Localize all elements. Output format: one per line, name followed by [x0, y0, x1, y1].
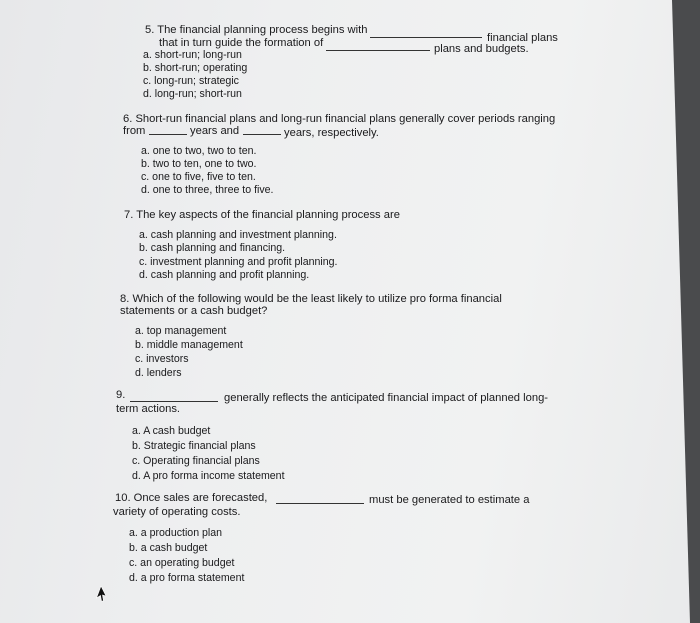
q5-stem-line2-tail: plans and budgets.	[434, 43, 529, 55]
q9-stem-line1-tail: generally reflects the anticipated financial impact of planned long-	[224, 392, 549, 404]
q5-option-d: d. long-run; short-run	[143, 88, 242, 100]
q7-option-d: d. cash planning and profit planning.	[139, 269, 310, 281]
q6-stem-line1: 6. Short-run financial plans and long-run financial plans generally cover periods ranging	[123, 113, 556, 125]
q9-option-d: d. A pro forma income statement	[132, 470, 285, 482]
q10-stem-line2: variety of operating costs.	[113, 506, 241, 518]
q6-blank-2	[243, 134, 281, 135]
q6-option-c: c. one to five, five to ten.	[141, 171, 256, 183]
q5-option-b: b. short-run; operating	[143, 62, 248, 74]
q10-option-c: c. an operating budget	[129, 557, 235, 569]
q5-stem-line1: 5. The financial planning process begins with	[145, 24, 368, 36]
q8-option-a: a. top management	[135, 325, 227, 337]
q8-option-b: b. middle management	[135, 339, 243, 351]
q9-option-b: b. Strategic financial plans	[132, 440, 256, 452]
q5-blank-2	[326, 50, 430, 51]
q6-option-b: b. two to ten, one to two.	[141, 158, 257, 170]
q8-stem-line1: 8. Which of the following would be the least likely to utilize pro forma financial	[120, 293, 502, 305]
q6-stem-end: years, respectively.	[284, 127, 379, 139]
q5-option-a: a. short-run; long-run	[143, 49, 242, 61]
mouse-pointer-icon	[95, 586, 107, 602]
q6-option-a: a. one to two, two to ten.	[141, 145, 257, 157]
q7-stem: 7. The key aspects of the financial planning process are	[124, 209, 400, 221]
q7-option-c: c. investment planning and profit planning.	[139, 256, 338, 268]
q10-option-a: a. a production plan	[129, 527, 223, 539]
q9-number: 9.	[116, 389, 126, 401]
q10-stem-line1: 10. Once sales are forecasted,	[115, 492, 268, 504]
q9-option-a: a. A cash budget	[132, 425, 211, 437]
q6-option-d: d. one to three, three to five.	[141, 184, 274, 196]
q6-stem-from: from	[123, 125, 146, 137]
q9-option-c: c. Operating financial plans	[132, 455, 260, 467]
q6-blank-1	[149, 134, 187, 135]
q8-option-c: c. investors	[135, 353, 189, 365]
q5-stem-line1-tail: financial plans	[487, 32, 558, 44]
q9-stem-line2: term actions.	[116, 403, 181, 415]
q10-option-b: b. a cash budget	[129, 542, 208, 554]
q9-blank	[130, 401, 218, 402]
q5-stem-line2: that in turn guide the formation of	[159, 37, 324, 49]
q6-stem-mid: years and	[190, 125, 240, 137]
q10-option-d: d. a pro forma statement	[129, 572, 245, 584]
q10-blank	[276, 503, 364, 504]
q8-option-d: d. lenders	[135, 367, 182, 379]
q5-blank-1	[370, 37, 482, 38]
q7-option-b: b. cash planning and financing.	[139, 242, 286, 254]
q5-option-c: c. long-run; strategic	[143, 75, 239, 87]
q8-stem-line2: statements or a cash budget?	[120, 305, 268, 317]
q10-stem-line1-tail: must be generated to estimate a	[369, 494, 530, 506]
q7-option-a: a. cash planning and investment planning.	[139, 229, 337, 241]
